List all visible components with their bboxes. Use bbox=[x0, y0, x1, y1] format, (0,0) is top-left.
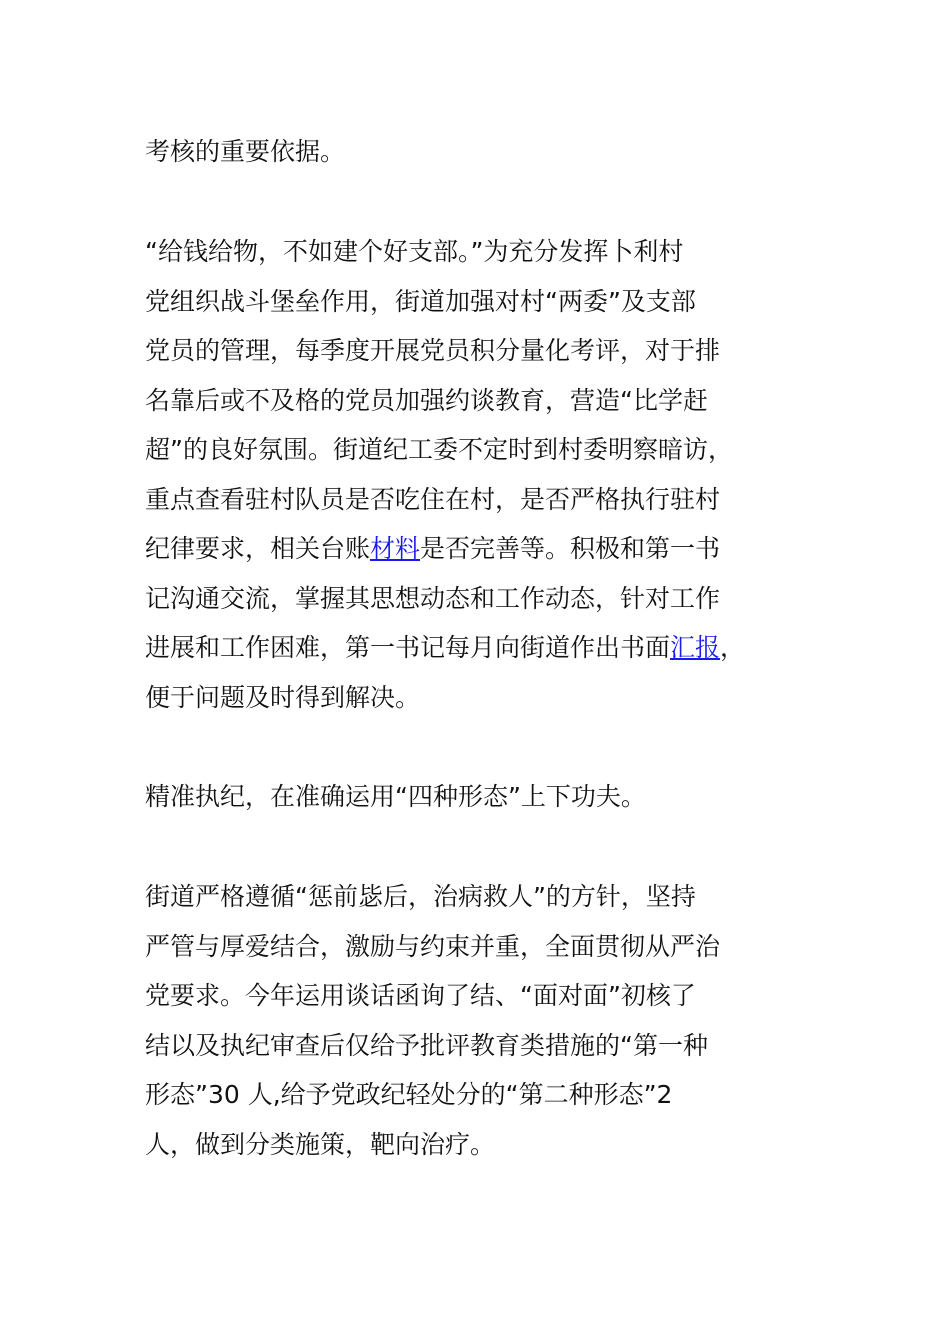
report-link[interactable]: 汇报 bbox=[670, 633, 721, 662]
text-segment: 纪律要求，相关台账 bbox=[145, 534, 371, 563]
text-line-with-link bbox=[145, 524, 825, 574]
paragraph-assessment-basis bbox=[145, 127, 825, 177]
text-segment: ， bbox=[720, 633, 746, 662]
text-line: 党组织战斗堡垒作用，街道加强对村“两委”及支部 bbox=[145, 286, 696, 316]
text-line: “给钱给物，不如建个好支部。”为充分发挥卜利村 bbox=[145, 237, 684, 266]
text-line: 党员的管理，每季度开展党员积分量化考评，对于排 bbox=[145, 336, 721, 365]
text-segment: 是否完善等。积极和第一书 bbox=[420, 534, 721, 563]
text-line: 记沟通交流，掌握其思想动态和工作动态，针对工作 bbox=[145, 583, 721, 613]
text-line: 考核的重要依据。 bbox=[145, 137, 346, 166]
text-line: 重点查看驻村队员是否吃住在村，是否严格执行驻村 bbox=[145, 484, 721, 514]
text-line: 结以及执纪审查后仅给予批评教育类措施的“第一种 bbox=[145, 1030, 708, 1060]
text-line: 人，做到分类施策，靶向治疗。 bbox=[145, 1129, 496, 1159]
text-line: 形态”30 人,给予党政纪轻处分的“第二种形态”2 bbox=[145, 1080, 673, 1109]
text-line-with-link bbox=[145, 623, 825, 673]
text-line: 严管与厚爱结合，激励与约束并重，全面贯彻从严治 bbox=[145, 931, 721, 961]
paragraph-precise-discipline bbox=[145, 772, 825, 822]
text-line: 精准执纪，在准确运用“四种形态”上下功夫。 bbox=[145, 782, 646, 811]
materials-link[interactable]: 材料 bbox=[370, 534, 421, 563]
text-segment: 进展和工作困难，第一书记每月向街道作出书面 bbox=[145, 633, 671, 662]
text-line: 名靠后或不及格的党员加强约谈教育，营造“比学赶 bbox=[145, 385, 708, 415]
text-line: 街道严格遵循“惩前毖后，治病救人”的方针，坚持 bbox=[145, 882, 696, 911]
paragraph-four-forms bbox=[145, 872, 825, 1169]
text-line: 超”的良好氛围。街道纪工委不定时到村委明察暗访， bbox=[145, 435, 733, 464]
text-line: 党要求。今年运用谈话函询了结、“面对面”初核了 bbox=[145, 981, 696, 1010]
text-line: 便于问题及时得到解决。 bbox=[145, 682, 421, 712]
paragraph-branch-building bbox=[145, 227, 825, 722]
